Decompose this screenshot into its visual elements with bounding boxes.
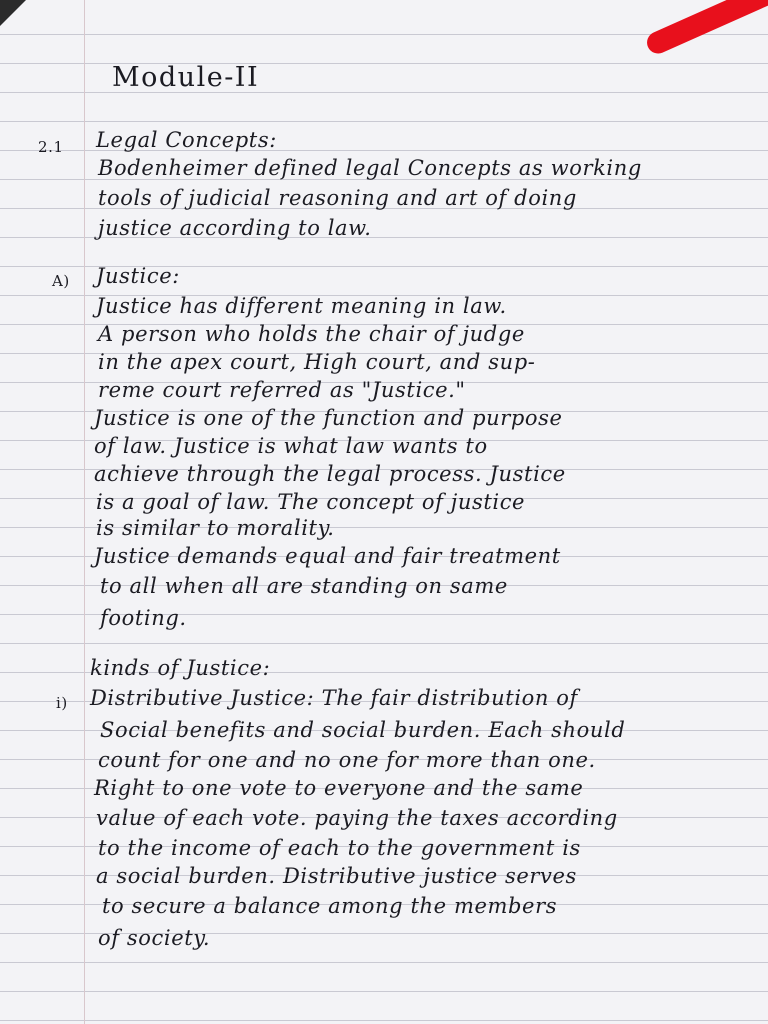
section-line-2: tools of judicial reasoning and art of doing xyxy=(98,186,577,210)
kinds-line-4: value of each vote. paying the taxes according xyxy=(96,806,618,830)
section-heading: Legal Concepts: xyxy=(96,128,277,152)
section-line-1: Bodenheimer defined legal Concepts as working xyxy=(98,156,642,180)
justice-line-6: of law. Justice is what law wants to xyxy=(94,434,488,458)
justice-line-7: achieve through the legal process. Justice xyxy=(94,462,566,486)
justice-line-10: Justice demands equal and fair treatment xyxy=(94,544,561,568)
justice-heading: Justice: xyxy=(96,264,180,288)
margin-line xyxy=(84,0,85,1024)
kinds-heading: kinds of Justice: xyxy=(90,656,271,680)
kinds-line-7: to secure a balance among the members xyxy=(102,894,558,918)
distributive-justice-first-line: The fair distribution of xyxy=(321,686,578,710)
justice-line-2: A person who holds the chair of judge xyxy=(98,322,525,346)
red-marker-stroke xyxy=(644,0,768,57)
kinds-line-5: to the income of each to the government is xyxy=(98,836,581,860)
kinds-line-2: count for one and no one for more than one. xyxy=(98,748,596,772)
kinds-item-marker: i) xyxy=(56,694,68,712)
justice-line-4: reme court referred as "Justice." xyxy=(98,378,466,402)
justice-line-5: Justice is one of the function and purpose xyxy=(94,406,563,430)
justice-line-8: is a goal of law. The concept of justice xyxy=(96,490,526,514)
kinds-line-1: Social benefits and social burden. Each should xyxy=(100,718,626,742)
justice-line-11: to all when all are standing on same xyxy=(100,574,508,598)
justice-line-9: is similar to morality. xyxy=(96,516,335,540)
justice-marker: A) xyxy=(52,272,70,290)
kinds-item-heading xyxy=(90,686,578,710)
justice-line-3: in the apex court, High court, and sup- xyxy=(98,350,536,374)
page-corner-shadow xyxy=(0,0,26,26)
kinds-line-6: a social burden. Distributive justice serves xyxy=(96,864,577,888)
justice-line-12: footing. xyxy=(100,606,187,630)
kinds-line-8: of society. xyxy=(98,926,211,950)
kinds-line-3: Right to one vote to everyone and the same xyxy=(94,776,584,800)
distributive-justice-title: Distributive Justice: xyxy=(90,686,315,710)
section-number: 2.1 xyxy=(38,138,64,156)
page-title: Module-II xyxy=(112,62,260,93)
justice-line-1: Justice has different meaning in law. xyxy=(96,294,507,318)
section-line-3: justice according to law. xyxy=(98,216,372,240)
